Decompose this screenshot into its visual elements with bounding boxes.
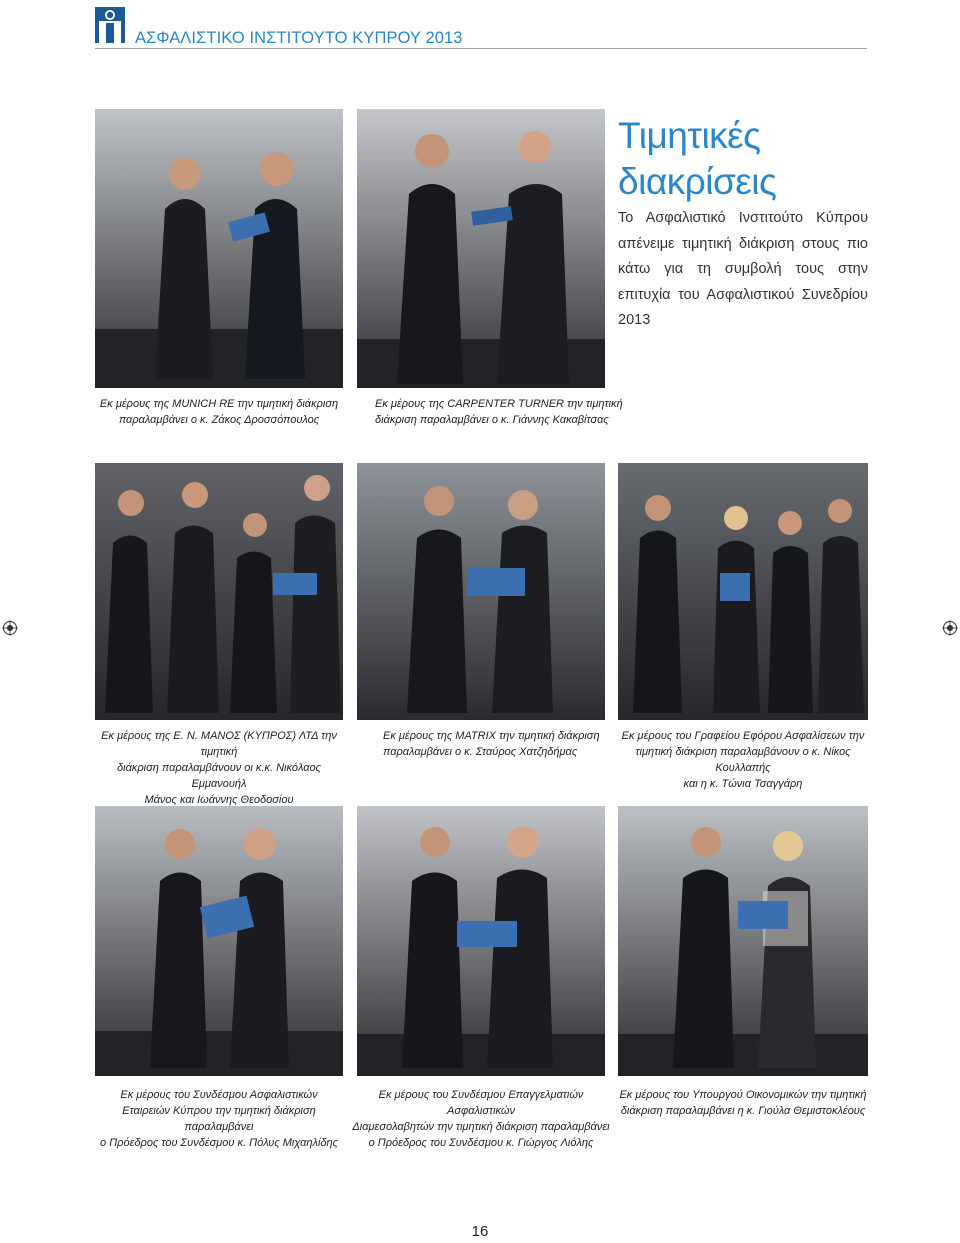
photo-caption: Εκ μέρους του Γραφείου Εφόρου Ασφαλίσεων την τιμητική διάκριση παραλαμβάνουν ο κ. Νίκος Κουλλαπής και η κ. Τώνια Τσαγγάρη: [621, 730, 865, 790]
photo-munich-re: [95, 109, 343, 388]
award-ceremony-photo-icon: [95, 463, 343, 720]
photo-manos: [95, 463, 343, 720]
photo-ministry-finance: [618, 806, 868, 1076]
photo-caption: Εκ μέρους της Ε. Ν. ΜΑΝΟΣ (ΚΥΠΡΟΣ) ΛΤΔ την τιμητική διάκριση παραλαμβάνουν οι κ.κ. Νικόλαος Εμμανουήλ Μάνος και Ιωάννης Θεοδοσίου: [101, 730, 337, 806]
header-divider: [95, 48, 867, 49]
page-header: [95, 5, 867, 49]
photo-insurance-companies-assoc: [95, 806, 343, 1076]
photo-insurance-office: [618, 463, 868, 720]
award-ceremony-photo-icon: [618, 806, 868, 1076]
award-ceremony-photo-icon: [357, 109, 605, 388]
page-number: 16: [471, 1223, 489, 1240]
photo-caption: Εκ μέρους του Συνδέσμου Επαγγελματιών Ασφαλιστικών Διαμεσολαβητών την τιμητική διάκριση παραλαμβάνει ο Πρόεδρος του Συνδέσμου κ. Γιώργος Λιόλης: [352, 1089, 610, 1149]
institute-logo-icon: [95, 5, 131, 45]
header-title: ΑΣΦΑΛΙΣΤΙΚΟ ΙΝΣΤΙΤΟΥΤΟ ΚΥΠΡΟΥ 2013: [135, 29, 463, 47]
registration-mark-icon: [2, 620, 18, 636]
photo-caption: Εκ μέρους του Υπουργού Οικονομικών την τιμητική διάκριση παραλαμβάνει η κ. Γιούλα Θεμιστοκλέους: [619, 1089, 867, 1117]
award-ceremony-photo-icon: [357, 806, 605, 1076]
photo-carpenter-turner: [357, 109, 605, 388]
award-ceremony-photo-icon: [618, 463, 868, 720]
photo-caption: Εκ μέρους της MUNICH RE την τιμητική διάκριση παραλαμβάνει ο κ. Ζάκος Δροσσόπουλος: [99, 398, 339, 426]
award-ceremony-photo-icon: [95, 109, 343, 388]
photo-caption: Εκ μέρους της MATRIX την τιμητική διάκριση παραλαμβάνει ο κ. Σταύρος Χατζηδήμας: [383, 730, 600, 758]
registration-mark-icon: [942, 620, 958, 636]
photo-caption: Εκ μέρους της CARPENTER TURNER την τιμητική διάκριση παραλαμβάνει ο κ. Γιάννης Κακαβίτσας: [375, 398, 623, 426]
section-intro: Το Ασφαλιστικό Ινστιτούτο Κύπρου απένειμε τιμητική διάκριση στους πιο κάτω για τη συμβολή τους στην επιτυχία του Ασφαλιστικού Συνεδρίου 2013: [618, 210, 868, 328]
photo-matrix: [357, 463, 605, 720]
award-ceremony-photo-icon: [357, 463, 605, 720]
photo-caption: Εκ μέρους του Συνδέσμου Ασφαλιστικών Εταιρειών Κύπρου την τιμητική διάκριση παραλαμβάνει ο Πρόεδρος του Συνδέσμου κ. Πόλυς Μιχαηλίδης: [100, 1089, 338, 1149]
photo-intermediaries-assoc: [357, 806, 605, 1076]
section-title: Τιμητικές διακρίσεις: [618, 115, 777, 202]
award-ceremony-photo-icon: [95, 806, 343, 1076]
